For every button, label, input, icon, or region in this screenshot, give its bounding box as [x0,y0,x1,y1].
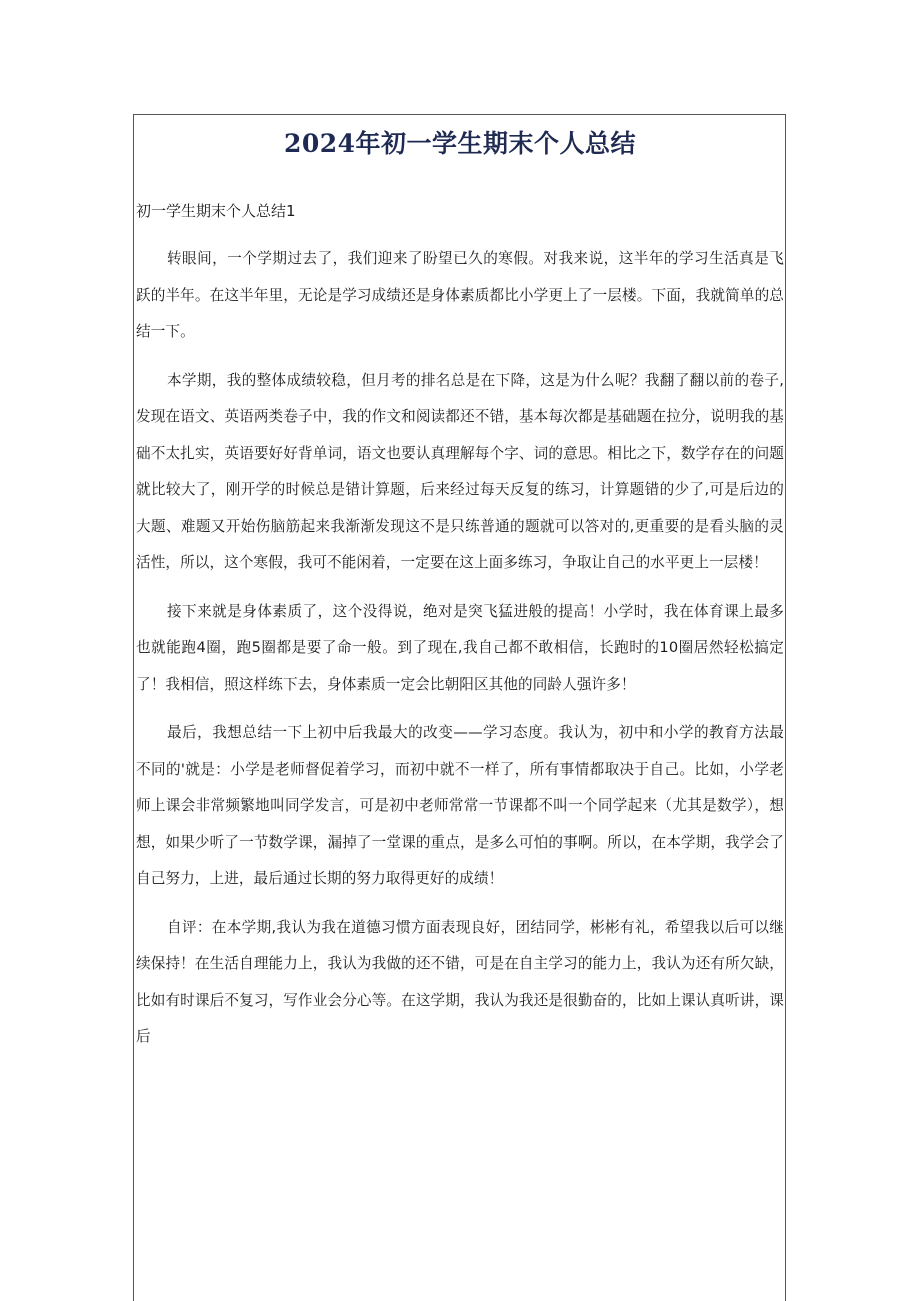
paragraph-attitude: 最后，我想总结一下上初中后我最大的改变——学习态度。我认为，初中和小学的教育方法最不同的'就是：小学是老师督促着学习，而初中就不一样了，所有事情都取决于自己。比如，小学老师上课会非常频繁地叫同学发言，可是初中老师常常一节课都不叫一个同学起来（尤其是数学），想想，如果少听了一节数学课，漏掉了一堂课的重点，是多么可怕的事啊。所以，在本学期，我学会了自己努力，上进，最后通过长期的努力取得更好的成绩！ [136,724,784,887]
paragraph-grades: 本学期，我的整体成绩较稳，但月考的排名总是在下降，这是为什么呢？我翻了翻以前的卷子,发现在语文、英语两类卷子中，我的作文和阅读都还不错，基本每次都是基础题在拉分，说明我的基础不太扎实，英语要好好背单词，语文也要认真理解每个字、词的意思。相比之下，数学存在的问题就比较大了，刚开学的时候总是错计算题，后来经过每天反复的练习，计算题错的少了,可是后边的大题、难题又开始伤脑筋起来我渐渐发现这不是只练普通的题就可以答对的,更重要的是看头脑的灵活性，所以，这个寒假，我可不能闲着，一定要在这上面多练习，争取让自己的水平更上一层楼！ [136,371,784,571]
section-heading: 初一学生期末个人总结1 [136,202,296,220]
document-body [136,241,784,1068]
paragraph-intro: 转眼间，一个学期过去了，我们迎来了盼望已久的寒假。对我来说，这半年的学习生活真是飞跃的半年。在这半年里，无论是学习成绩还是身体素质都比小学更上了一层楼。下面，我就简单的总结一下。 [136,250,784,340]
document-title: 2024年初一学生期末个人总结 [283,129,637,158]
paragraph-self-evaluation: 自评：在本学期,我认为我在道德习惯方面表现良好，团结同学，彬彬有礼，希望我以后可以继续保持！在生活自理能力上，我认为我做的还不错，可是在自主学习的能力上，我认为还有所欠缺，比如有时课后不复习，写作业会分心等。在这学期，我认为我还是很勤奋的，比如上课认真听讲，课后 [136,918,784,1045]
paragraph-fitness: 接下来就是身体素质了，这个没得说，绝对是突飞猛进般的提高！小学时，我在体育课上最多也就能跑4圈，跑5圈都是要了命一般。到了现在,我自己都不敢相信，长跑时的10圈居然轻松搞定了！我相信，照这样练下去，身体素质一定会比朝阳区其他的同龄人强许多！ [136,602,784,693]
